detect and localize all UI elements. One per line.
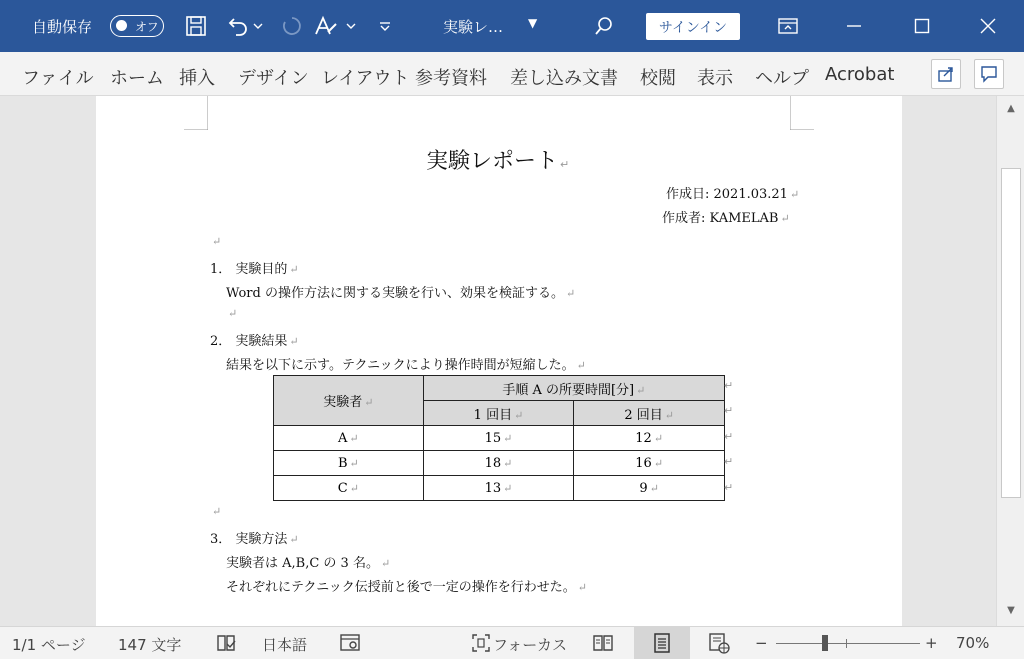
section3-body2: それぞれにテクニック伝授前と後で一定の操作を行わせた。 <box>226 580 576 595</box>
autosave-toggle[interactable] <box>110 15 164 37</box>
paragraph-mark: ↵ <box>576 359 586 372</box>
cell-text: 13 <box>484 480 502 496</box>
cell-text: C <box>337 480 348 496</box>
cell-mark: ↵ <box>649 481 659 495</box>
tab-review[interactable]: 校閲 <box>640 68 676 89</box>
title-dropdown-icon[interactable]: ▼ <box>528 16 538 30</box>
table-header-group[interactable] <box>423 376 724 401</box>
cell-text: 9 <box>639 480 648 496</box>
read-mode-icon[interactable] <box>592 632 614 654</box>
table-row <box>274 451 725 476</box>
report-title-text: 実験レポート <box>426 149 559 174</box>
document-canvas[interactable] <box>0 96 996 626</box>
page-count[interactable]: 1/1 ページ <box>12 636 86 654</box>
header-group-text: 手順 A の所要時間[分] <box>502 382 635 398</box>
cell-mark: ↵ <box>653 431 664 445</box>
cell-text: B <box>337 455 348 471</box>
section2-heading-text: 2． 実験結果 <box>210 334 288 349</box>
row-end-mark: ↵ <box>724 379 734 392</box>
table-header-col2[interactable] <box>574 401 725 426</box>
table-cell-second[interactable] <box>574 426 725 451</box>
search-icon[interactable] <box>590 12 618 40</box>
created-date <box>666 183 799 202</box>
tab-file[interactable]: ファイル <box>22 68 94 89</box>
tab-mailings[interactable]: 差し込み文書 <box>510 68 618 89</box>
autosave-state: オフ <box>135 20 159 34</box>
zoom-100-tick <box>846 639 847 648</box>
scroll-up-icon[interactable]: ▲ <box>1007 102 1015 114</box>
paragraph-mark: ↵ <box>380 557 391 570</box>
cell-mark: ↵ <box>503 456 513 470</box>
web-layout-icon[interactable] <box>708 632 730 654</box>
zoom-level[interactable]: 70% <box>956 634 990 652</box>
paragraph-mark: ↵ <box>212 505 222 518</box>
share-icon[interactable] <box>931 59 961 89</box>
cell-text: 15 <box>484 430 502 446</box>
cell-mark: ↵ <box>664 408 674 422</box>
empty-paragraph <box>226 306 237 321</box>
table-header-row <box>274 376 725 401</box>
empty-paragraph <box>210 234 221 249</box>
format-painter-icon[interactable] <box>312 12 340 40</box>
paragraph-mark: ↵ <box>289 335 299 348</box>
section3-heading <box>210 528 299 547</box>
cell-mark: ↵ <box>636 383 646 397</box>
section2-heading <box>210 330 299 349</box>
section3-body1: 実験者は A,B,C の 3 名。 <box>226 556 379 571</box>
cell-text: 12 <box>635 430 652 446</box>
tab-design[interactable]: デザイン <box>238 68 309 89</box>
cell-mark: ↵ <box>653 456 664 470</box>
cell-mark: ↵ <box>349 456 359 470</box>
tab-references[interactable]: 参考資料 <box>415 68 487 89</box>
ribbon-display-icon[interactable] <box>774 12 802 40</box>
section3-heading-text: 3． 実験方法 <box>210 532 288 547</box>
table-cell-first[interactable] <box>423 451 574 476</box>
table-cell-first[interactable] <box>423 476 574 501</box>
section1-text <box>226 282 575 301</box>
empty-paragraph <box>210 504 221 519</box>
undo-icon[interactable] <box>224 12 252 40</box>
customize-icon[interactable] <box>374 12 396 40</box>
section2-text <box>226 354 586 373</box>
created-date-text: 作成日: 2021.03.21 <box>666 187 788 202</box>
cell-mark: ↵ <box>364 396 374 409</box>
cell-mark: ↵ <box>503 481 513 495</box>
zoom-out-button[interactable]: − <box>755 634 768 652</box>
tab-layout[interactable]: レイアウト <box>321 68 410 89</box>
section1-heading-text: 1． 実験目的 <box>210 262 288 277</box>
zoom-slider-thumb[interactable] <box>822 635 828 651</box>
header-col2-text: 2 回目 <box>624 407 663 423</box>
toggle-knob <box>116 20 127 31</box>
minimize-icon[interactable] <box>840 12 868 40</box>
focus-icon[interactable] <box>470 632 492 654</box>
table-row <box>274 476 725 501</box>
title-bar <box>0 0 1024 52</box>
section1-heading <box>210 258 299 277</box>
cell-text: 18 <box>484 455 502 471</box>
scroll-down-icon[interactable]: ▼ <box>1007 604 1015 616</box>
report-title <box>426 144 569 175</box>
cell-mark: ↵ <box>503 431 513 445</box>
zoom-slider-track[interactable] <box>776 643 920 644</box>
section1-body: Word の操作方法に関する実験を行い、効果を検証する。 <box>226 286 564 301</box>
accessibility-icon[interactable] <box>339 632 361 654</box>
redo-icon[interactable] <box>278 12 306 40</box>
ribbon-tabs <box>0 52 1024 96</box>
table-cell-subject[interactable] <box>274 476 424 501</box>
section2-body: 結果を以下に示す。テクニックにより操作時間が短縮した。 <box>226 358 575 373</box>
row-end-mark: ↵ <box>724 455 734 468</box>
paragraph-mark: ↵ <box>289 533 299 546</box>
section3-text2 <box>226 576 587 595</box>
cell-text: A <box>338 430 348 446</box>
paragraph-mark: ↵ <box>780 212 790 225</box>
cell-text: 16 <box>635 455 652 471</box>
tab-help[interactable]: ヘルプ <box>755 68 809 89</box>
author <box>662 207 790 226</box>
section3-text1 <box>226 552 390 571</box>
tab-acrobat[interactable]: Acrobat <box>825 64 895 85</box>
margin-corner-right <box>790 96 814 130</box>
proofing-book-icon[interactable] <box>215 632 237 654</box>
paragraph-mark: ↵ <box>212 235 222 248</box>
table-cell-first[interactable] <box>423 426 574 451</box>
paragraph-mark: ↵ <box>289 263 299 276</box>
cell-mark: ↵ <box>349 481 359 495</box>
print-layout-icon[interactable] <box>651 632 673 654</box>
cell-mark: ↵ <box>349 431 359 445</box>
word-count[interactable]: 147 文字 <box>118 636 182 654</box>
autosave-label: 自動保存 <box>32 18 93 36</box>
margin-corner-left <box>184 96 208 130</box>
tab-insert[interactable]: 挿入 <box>179 68 215 89</box>
row-end-mark: ↵ <box>724 404 734 417</box>
tab-view[interactable]: 表示 <box>697 68 733 89</box>
table-cell-subject[interactable] <box>274 451 424 476</box>
table-row <box>274 426 725 451</box>
cell-mark: ↵ <box>514 408 524 422</box>
scroll-thumb[interactable] <box>1001 168 1021 498</box>
paragraph-mark: ↵ <box>789 188 800 201</box>
table-header-subject[interactable] <box>274 376 424 426</box>
save-icon[interactable] <box>182 12 210 40</box>
table-cell-second[interactable] <box>574 476 725 501</box>
signin-button[interactable]: サインイン <box>646 13 740 40</box>
zoom-in-button[interactable]: + <box>925 634 938 652</box>
document-title[interactable]: 実験レ… <box>443 18 504 36</box>
close-icon[interactable] <box>974 12 1002 40</box>
results-table[interactable] <box>273 375 725 501</box>
paragraph-mark: ↵ <box>560 158 570 171</box>
row-end-mark: ↵ <box>724 481 734 494</box>
author-text: 作成者: KAMELAB <box>662 211 779 226</box>
language[interactable]: 日本語 <box>262 636 308 654</box>
format-dropdown-icon[interactable] <box>342 12 360 40</box>
status-bar <box>0 626 1024 659</box>
paragraph-mark: ↵ <box>565 287 576 300</box>
undo-dropdown-icon[interactable] <box>250 12 266 40</box>
table-cell-subject[interactable] <box>274 426 424 451</box>
paragraph-mark: ↵ <box>577 581 587 594</box>
table-header-col1[interactable] <box>423 401 574 426</box>
comments-icon[interactable] <box>974 59 1004 89</box>
header-subject-text: 実験者 <box>323 395 363 410</box>
maximize-icon[interactable] <box>908 12 936 40</box>
paragraph-mark: ↵ <box>228 307 238 320</box>
focus-label[interactable]: フォーカス <box>493 636 567 654</box>
vertical-scrollbar[interactable] <box>996 96 1024 626</box>
tab-home[interactable]: ホーム <box>110 68 164 89</box>
table-cell-second[interactable] <box>574 451 725 476</box>
row-end-mark: ↵ <box>724 430 734 443</box>
document-page[interactable] <box>96 96 902 626</box>
header-col1-text: 1 回目 <box>473 407 513 423</box>
